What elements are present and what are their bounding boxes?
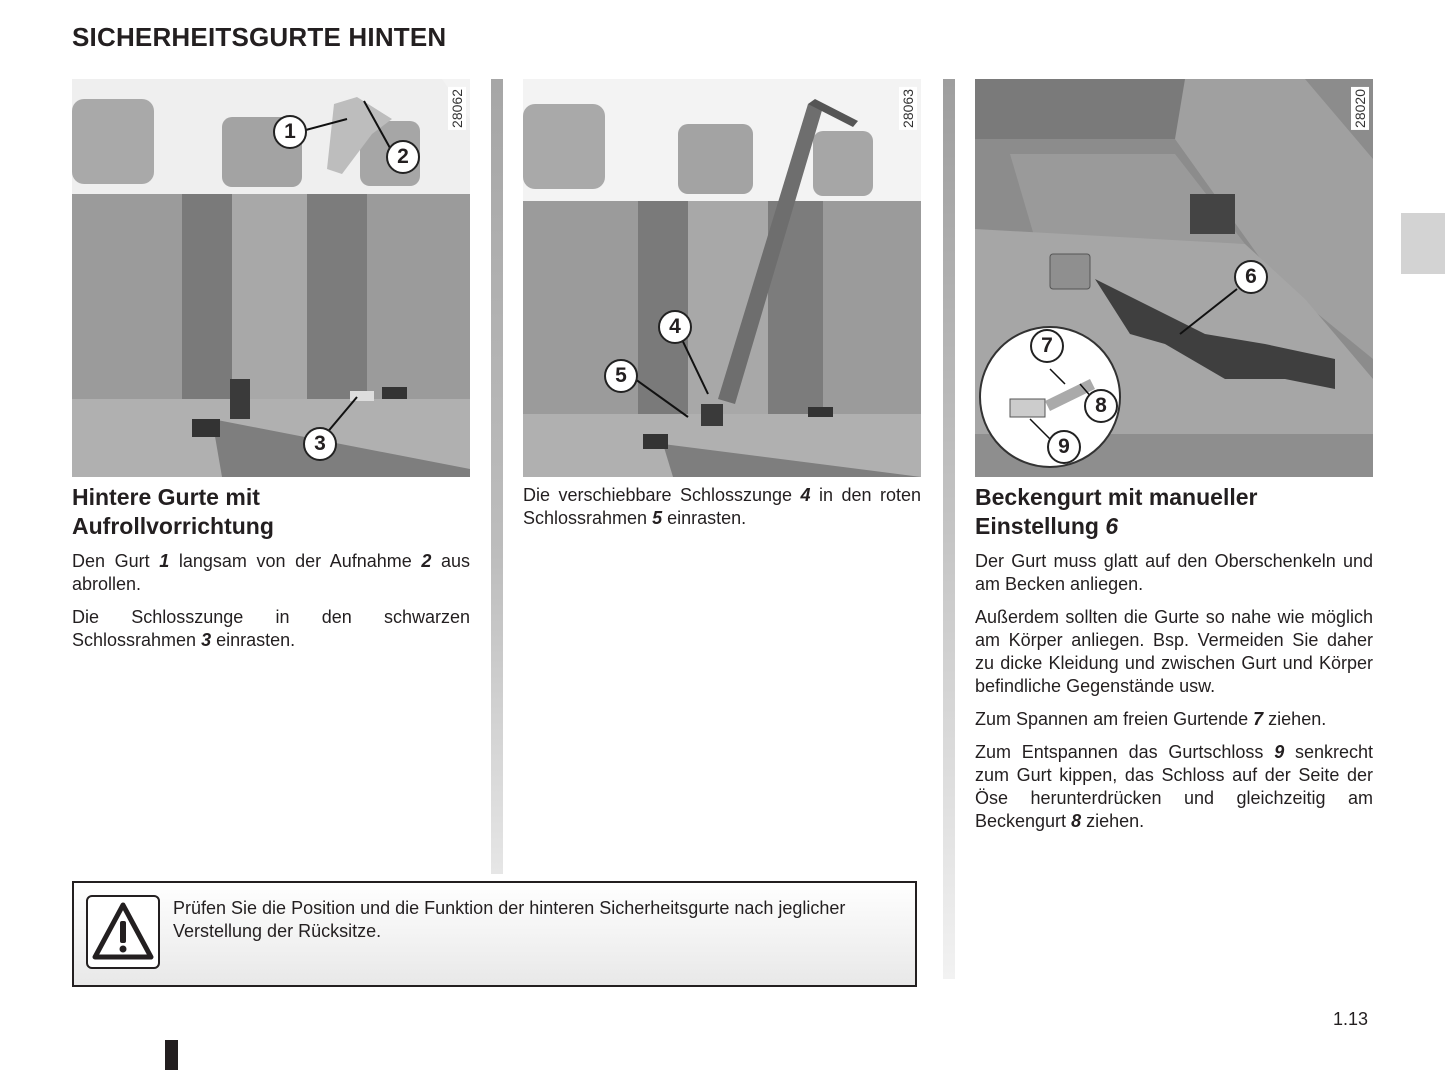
section-center-belt: [523, 484, 921, 540]
page-title: SICHERHEITSGURTE HINTEN: [72, 22, 447, 52]
warning-box: [72, 881, 917, 987]
section-lap-belt: [975, 483, 1373, 843]
column-separator: [943, 79, 955, 979]
callout-3: 3: [303, 427, 337, 461]
figure-rear-seat-belts: [72, 79, 470, 477]
paragraph: Außerdem sollten die Gurte so nahe wie möglich am Körper anliegen. Bsp. Vermeiden Sie daher zu dicke Kleidung und zwischen Gurt und Körper befindliche Gegenstände usw.: [975, 607, 1373, 696]
paragraph: Die verschiebbare Schlosszunge 4 in den roten Schlossrahmen 5 einrasten.: [523, 485, 921, 528]
paragraph: Der Gurt muss glatt auf den Oberschenkeln und am Becken anliegen.: [975, 551, 1373, 594]
callout-7: 7: [1030, 329, 1064, 363]
figure-code: 28063: [900, 89, 916, 128]
warning-triangle-icon: [86, 895, 160, 969]
seat-illustration: [72, 79, 470, 477]
warning-text: Prüfen Sie die Position und die Funktion der hinteren Sicherheitsgurte nach jeglicher Verstellung der Rücksitze.: [173, 898, 846, 941]
section-heading: Hintere Gurte mit Aufrollvorrichtung: [72, 484, 274, 539]
figure-lap-belt: [975, 79, 1373, 477]
callout-8: 8: [1084, 389, 1118, 423]
column-separator: [491, 79, 503, 874]
chapter-thumb-tab: [1401, 213, 1445, 274]
callout-4: 4: [658, 310, 692, 344]
callout-2: 2: [386, 140, 420, 174]
paragraph: Den Gurt 1 langsam von der Aufnahme 2 aus abrollen.: [72, 551, 471, 594]
figure-center-belt: [523, 79, 921, 477]
page-marker: [165, 1040, 178, 1070]
callout-9: 9: [1047, 430, 1081, 464]
seat-illustration: [523, 79, 921, 477]
figure-code: 28062: [449, 89, 465, 128]
callout-1: 1: [273, 115, 307, 149]
section-heading: Beckengurt mit manueller Einstellung 6: [975, 484, 1258, 539]
figure-code: 28020: [1352, 89, 1368, 128]
callout-6: 6: [1234, 260, 1268, 294]
paragraph: Zum Entspannen das Gurtschloss 9 senkrecht zum Gurt kippen, das Schloss auf der Seite der Öse herunterdrücken und gleichzeitig am Beckengurt 8 ziehen.: [975, 742, 1374, 831]
seat-illustration: [975, 79, 1373, 477]
callout-5: 5: [604, 359, 638, 393]
page-number: 1.13: [1333, 1009, 1369, 1029]
paragraph: Zum Spannen am freien Gurtende 7 ziehen.: [975, 709, 1327, 729]
section-retractor-belts: [72, 483, 470, 662]
paragraph: Die Schlosszunge in den schwarzen Schlossrahmen 3 einrasten.: [72, 607, 470, 650]
